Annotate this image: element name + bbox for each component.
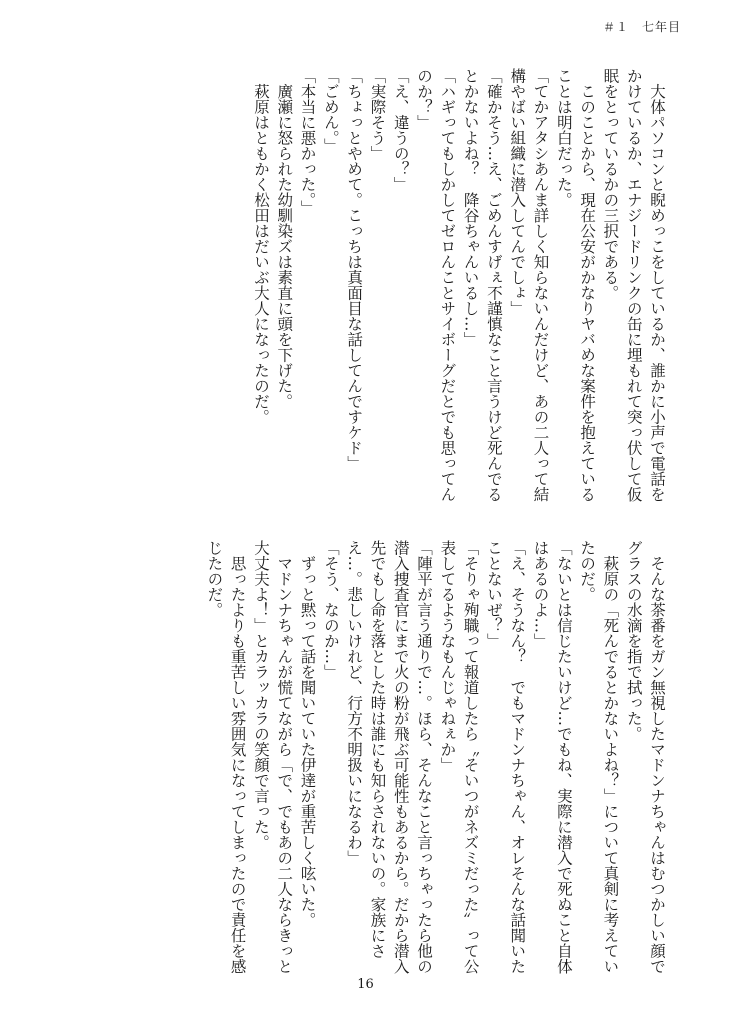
text-line: 「え、違うの？」	[391, 68, 410, 192]
text-line: 大丈夫よ！」とカラッカラの笑顔で言った。	[251, 540, 270, 850]
text-line: 廣瀬に怒られた幼馴染ズは素直に頭を下げた。	[275, 68, 294, 409]
text-line: 「ハギってもしかしてゼロんことサイボーグだとでも思ってん	[438, 68, 457, 502]
text-line: 潜入捜査官にまで火の粉が飛ぶ可能性もあるから。だから潜入	[391, 540, 410, 974]
text-line: 「実際そう」	[368, 68, 387, 161]
text-line: たのだ。	[578, 540, 597, 602]
text-line: 大体パソコンと睨めっこをしているか、誰かに小声で電話を	[648, 68, 666, 502]
text-line: とかないよね？ 降谷ちゃんいるし…」	[461, 68, 480, 347]
text-line: ずっと黙って話を聞いていた伊達が重苦しく呟いた。	[298, 540, 317, 928]
text-line: かけているか、エナジードリンクの缶に埋もれて突っ伏して仮	[624, 68, 643, 502]
text-line: 「ごめん。」	[321, 68, 340, 154]
text-line: 「そりゃ殉職って報道したら〝そいつがネズミだった〟って公	[461, 540, 480, 974]
text-line: のか？」	[415, 68, 434, 130]
text-line: 「てかアタシあんま詳しく知らないんだけど、あの二人って結	[531, 68, 550, 502]
text-line: 表してるようなもんじゃねぇか」	[438, 540, 457, 773]
text-line: 萩原の「死んでるとかないよね？」について真剣に考えてい	[601, 540, 620, 974]
bottom-text-block	[202, 540, 668, 980]
text-line: このことから、現在公安がかなりヤバめな案件を抱えている	[578, 68, 597, 502]
running-header: ＃１ 七年目	[602, 20, 681, 34]
text-line: 先でもし命を落とした時は誰にも知らされないの。家族にさ	[368, 540, 387, 959]
text-line: ことないぜ？」	[484, 540, 503, 649]
text-line: 萩原はともかく松田はだいぶ大人になったのだ。	[251, 68, 270, 425]
text-line: 「確かそう…え、ごめんすげぇ不謹慎なこと言うけど死んでる	[484, 68, 503, 502]
text-line: グラスの水滴を指で拭った。	[624, 540, 643, 742]
text-line: はあるのよ…」	[531, 540, 550, 649]
text-line: 「え、そうなん？ でもマドンナちゃん、オレそんな話聞いた	[508, 540, 527, 974]
page-number: 16	[357, 977, 374, 992]
text-line: 構やばい組織に潜入してんでしょ」	[508, 68, 527, 316]
text-line: ことは明白だった。	[554, 68, 573, 208]
text-line: じたのだ。	[205, 540, 224, 618]
text-line: 眠をとっているかの三択である。	[601, 68, 620, 301]
text-line: そんな茶番をガン無視したマドンナちゃんはむつかしい顔で	[648, 540, 666, 974]
text-line: マドンナちゃんが慌てながら「で、でもあの二人ならきっと	[275, 540, 294, 974]
text-line: 「そう、なのか…」	[321, 540, 340, 680]
text-line: 「ちょっとやめて。こっちは真面目な話してんですケド」	[345, 68, 364, 471]
text-line: 「陣平が言う通りで…。ほら、そんなこと言っちゃったら他の	[415, 540, 434, 974]
text-line: 「ないとは信じたいけど…でもね、実際に潜入で死ぬこと自体	[554, 540, 573, 974]
top-text-block	[249, 68, 668, 508]
text-line: え…。悲しいけれど、行方不明扱いになるわ」	[345, 540, 364, 866]
text-line: 「本当に悪かった。」	[298, 68, 317, 216]
text-line: 思ったよりも重苦しい雰囲気になってしまったので責任を感	[228, 540, 247, 974]
